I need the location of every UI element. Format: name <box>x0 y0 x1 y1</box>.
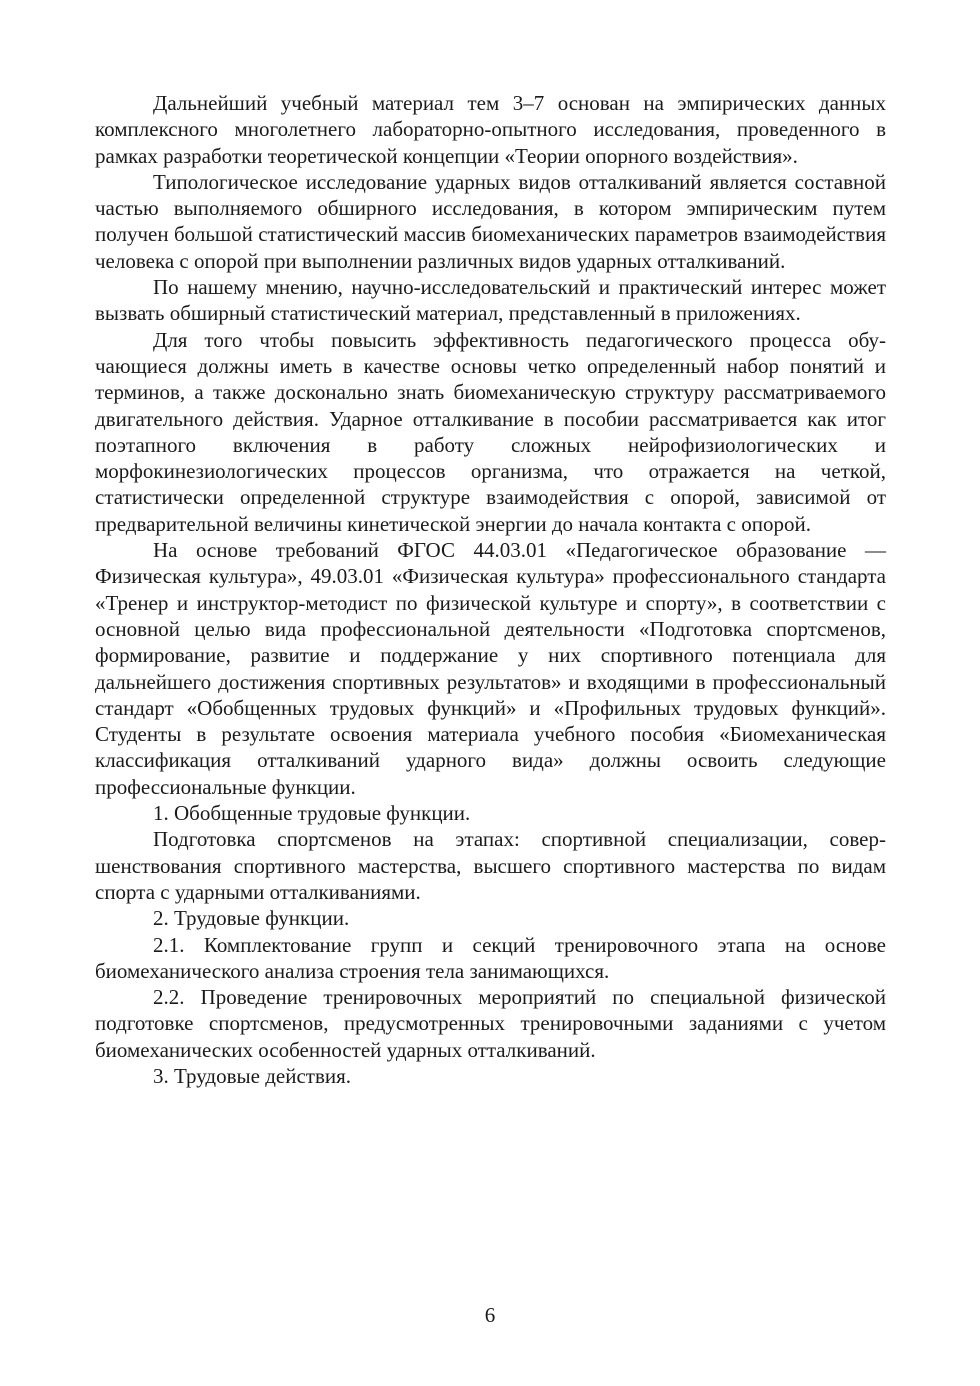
page-number: 6 <box>484 1303 496 1327</box>
paragraph-1: Дальнейший учебный материал тем 3–7 основан на эмпирических данных комплексного многолетнего лабораторно-опытного исследования, проведенного в рамках разработки теоретической концепции «Теории опорного воздействия». <box>95 91 886 168</box>
list-heading-labor-actions: 3. Трудовые действия. <box>153 1063 352 1088</box>
paragraph-2: Типологическое исследование ударных видов отталкиваний является составной частью выполняемого обширного исследования, в котором эмпирическим путем получен большой статистический массив биомеханических параметров взаимодействия человека с опорой при выполнении различных видов ударных отталкиваний. <box>95 169 886 273</box>
list-heading-labor-functions: 2. Трудовые функции. <box>153 906 350 931</box>
list-item-2-1: 2.1. Комплектование групп и секций тренировочного этапа на основе биомеханического анализа строения тела занимающихся. <box>95 932 886 983</box>
paragraph-5: На основе требований ФГОС 44.03.01 «Педагогическое образование — Физическая культура», 49.03.01 «Физическая культура» профессионального стандарта «Тренер и инструктор-методист по физической культуре и спорту», в соответствии с основной целью вида профессиональной деятельности «Подготовка спортсменов, формирование, развитие и поддержание у них спортивного потенциала для дальнейшего достижения спортивных результатов» и входящими в профессиональный стандарт «Обобщенных трудовых функций» и «Профильных трудовых функций». Студенты в результате освоения материала учебного пособия «Биомеханическая классификация отталкиваний ударного вида» должны освоить следующие профессиональные функции. <box>95 538 886 799</box>
list-heading-generalized-functions: 1. Обобщенные трудовые функции. <box>153 801 471 826</box>
paragraph-training-stages: Подготовка спортсменов на этапах: спортивной специализации, совершенствования спортивного мастерства, высшего спортивного мастерства по видам спорта с ударными отталкиваниями. <box>95 827 886 904</box>
paragraph-3: По нашему мнению, научно-исследовательский и практический интерес может вызвать обширный статистический материал, представленный в приложениях. <box>95 275 886 326</box>
list-item-2-2: 2.2. Проведение тренировочных мероприятий по специальной физической подготовке спортсменов, предусмотренных тренировочными заданиями с учетом биомеханических особенностей ударных отталкиваний. <box>95 985 886 1062</box>
body-text <box>95 90 886 1089</box>
paragraph-4: Для того чтобы повысить эффективность педагогического процесса обучающиеся должны иметь в качестве основы четко определенный набор понятий и терминов, а также досконально знать биомеханическую структуру рассматриваемого двигательного действия. Ударное отталкивание в пособии рассматривается как итог поэтапного включения в работу сложных нейрофизиологических и морфокинезиологических процессов организма, что отражается на четкой, статистически определенной структуре взаимодействия с опорой, зависимой от предварительной величины кинетической энергии до начала контакта с опорой. <box>95 327 886 536</box>
